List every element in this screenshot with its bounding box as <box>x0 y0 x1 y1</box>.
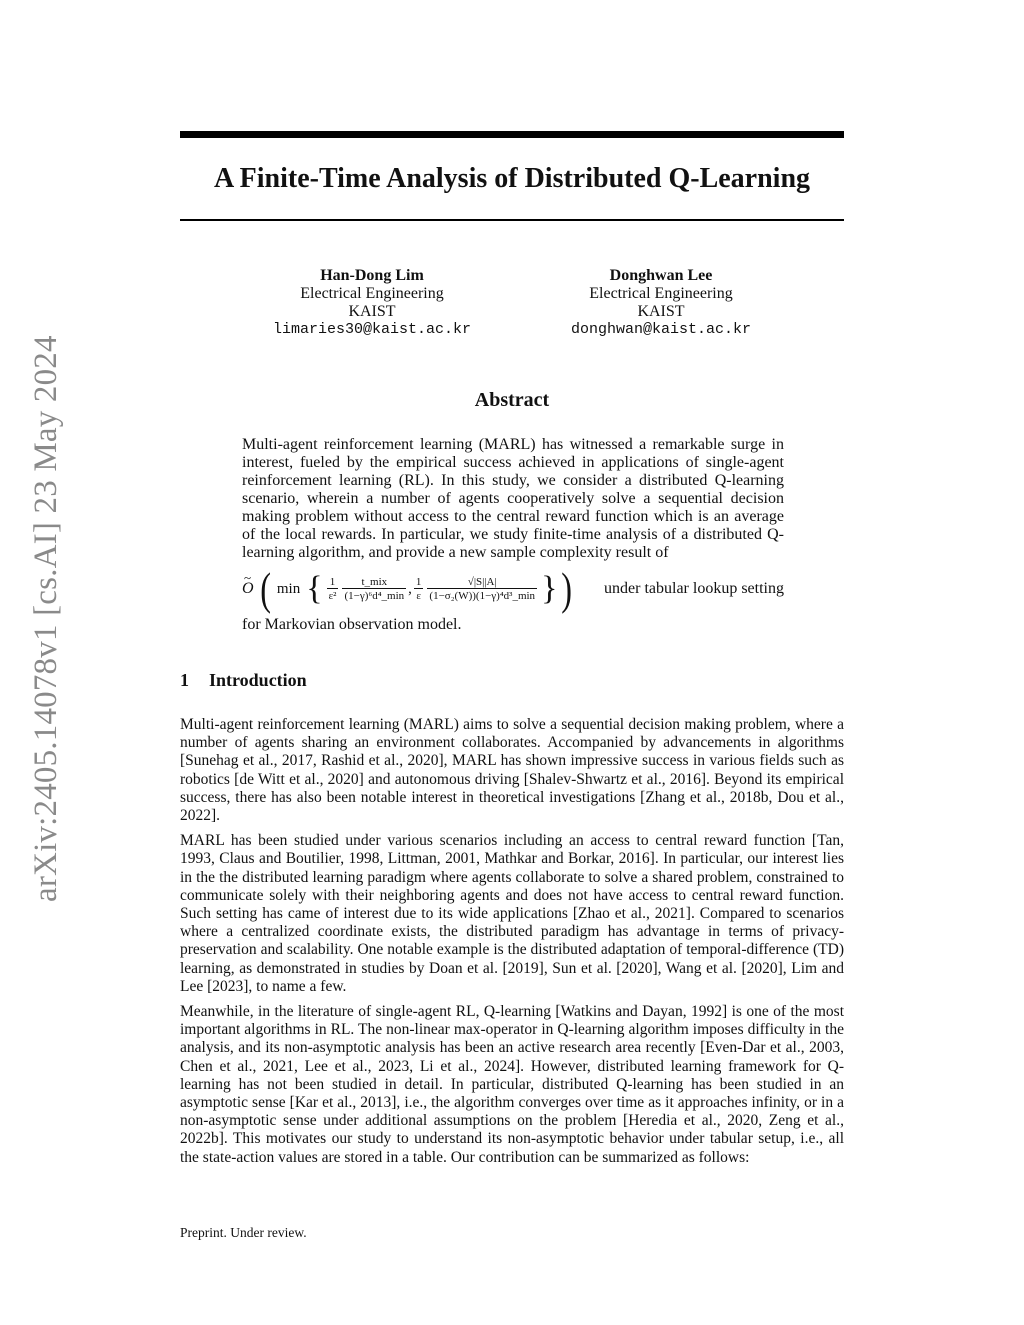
formula-paren-close: ) <box>561 563 573 614</box>
frac-den: ε² <box>328 590 337 602</box>
formula-frac-2 <box>342 576 406 602</box>
author-name: Donghwan Lee <box>609 267 713 284</box>
abstract-formula-tail: under tabular lookup setting <box>604 580 784 597</box>
big-o-operator: ~ O <box>242 580 254 598</box>
frac-num: √|S||A| <box>467 576 497 588</box>
abstract-heading: Abstract <box>474 389 550 411</box>
frac-den: (1−γ)⁶d⁴_min <box>344 590 405 602</box>
author-inst: KAIST <box>637 303 685 320</box>
abstract-text-main: Multi-agent reinforcement learning (MARL) has witnessed a remarkable surge in interest, fueled by the empirical success achieved in applications of single-agent reinforcement learning (RL). In this study, we consider a distributed Q-learning scenario, wherein a number of agents cooperatively solve a sequential decision making problem without access to the central reward function which is an average of the local rewards. In particular, we study finite-time analysis of a distributed Q-learning algorithm, and provide a new sample complexity result of <box>242 436 784 561</box>
intro-paragraph-3: Meanwhile, in the literature of single-agent RL, Q-learning [Watkins and Dayan, 1992] is one of the most important algorithms in RL. The non-linear max-operator in Q-learning algorithm imposes difficulty in the analysis, and its non-asymptotic analysis has been an active research area recently [Even-Dar et al., 2003, Chen et al., 2021, Lee et al., 2023, Li et al., 2024]. However, distributed learning framework for Q-learning has not been studied in detail. In particular, distributed Q-learning has been studied in an asymptotic sense [Kar et al., 2013], i.e., the algorithm converges over time as it approaches infinity, or in a non-asymptotic sense under additional assumptions on the problem [Heredia et al., 2020, Zeng et al., 2022b]. This motivates our study to understand its non-asymptotic behavior under tabular setup, i.e., all the state-action values are stored in a table. Our contribution can be summarized as follows: <box>180 1003 844 1166</box>
author-inst: KAIST <box>348 303 396 320</box>
frac-num: t_mix <box>361 576 388 588</box>
abstract-text-end: for Markovian observation model. <box>242 616 462 633</box>
author-block-2 <box>521 267 801 339</box>
author-email: limaries30@kaist.ac.kr <box>272 321 472 338</box>
author-block-1 <box>232 267 512 339</box>
author-email: donghwan@kaist.ac.kr <box>570 321 752 338</box>
title-rule-top <box>180 131 844 138</box>
section-title: Introduction <box>209 670 307 690</box>
abstract-formula-row <box>242 564 784 614</box>
formula-frac-1 <box>327 576 339 602</box>
intro-paragraph-2: MARL has been studied under various scenarios including an access to central reward function [Tan, 1993, Claus and Boutilier, 1998, Littman, 2001, Mathkar and Borkar, 2016]. In particular, our interest lies in the the distributed learning paradigm where agents collaborate to solve a shared problem, constrained to communicate solely with their neighboring agents and does not have access to central reward function. Such setting has came of interest due to its wide applications [Zhao et al., 2021]. Compared to scenarios where a centralized coordinate exists, the distributed paradigm has advantage in terms of privacy-preservation and scalability. One notable example is the distributed adaptation of temporal-difference (TD) learning, as demonstrated in studies by Doan et al. [2019], Sun et al. [2020], Wang et al. [2020], Lim and Lee [2023], to name a few. <box>180 832 844 995</box>
arxiv-side-stamp: arXiv:2405.14078v1 [cs.AI] 23 May 2024 <box>28 335 64 902</box>
formula-frac-4 <box>427 576 537 602</box>
intro-paragraph-1: Multi-agent reinforcement learning (MARL) aims to solve a sequential decision making problem, where a number of agents sharing an environment collaborates. Accompanied by advancements in algorithms [Sunehag et al., 2017, Rashid et al., 2020], MARL has shown impressive success in various fields such as robotics [de Witt et al., 2020] and autonomous driving [Shalev-Shwartz et al., 2016]. Beyond its empirical success, there has also been notable interest in theoretical investigations [Zhang et al., 2018b, Dou et al., 2022]. <box>180 716 844 825</box>
formula-brace-close: } <box>541 570 558 607</box>
frac-num: 1 <box>329 576 336 588</box>
paper-title: A Finite-Time Analysis of Distributed Q-Learning <box>213 163 811 194</box>
author-dept: Electrical Engineering <box>300 285 444 302</box>
frac-num: 1 <box>415 576 422 588</box>
sample-complexity-formula <box>242 563 575 614</box>
section-number: 1 <box>180 670 189 690</box>
frac-den: ε <box>416 590 421 602</box>
introduction-body <box>180 716 844 1174</box>
formula-min: min <box>276 581 301 597</box>
author-dept: Electrical Engineering <box>589 285 733 302</box>
author-name: Han-Dong Lim <box>320 267 424 284</box>
title-rule-bottom <box>180 219 844 221</box>
abstract-body <box>242 436 784 634</box>
formula-paren-open: ( <box>259 563 271 614</box>
section-heading-introduction <box>180 670 307 691</box>
frac-den: (1−σ₂(W))(1−γ)⁴d³_min <box>429 590 536 602</box>
formula-separator: , <box>408 581 412 597</box>
page-footer: Preprint. Under review. <box>180 1225 307 1240</box>
formula-frac-3 <box>414 576 424 602</box>
formula-brace-open: { <box>306 570 323 607</box>
